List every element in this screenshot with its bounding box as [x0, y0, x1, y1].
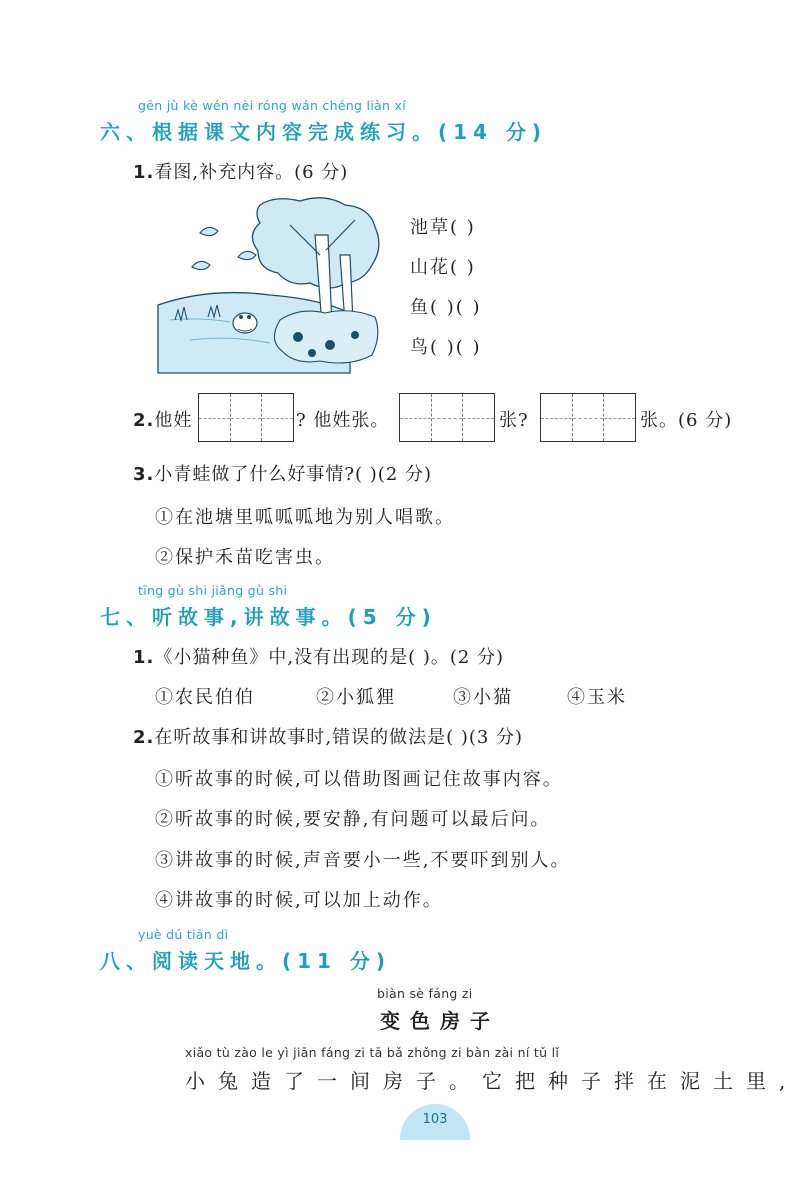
s6-q3-option-1: ①在池塘里呱呱呱地为别人唱歌。 — [155, 507, 455, 528]
s7-q1-number: 1. — [133, 647, 155, 668]
fill-bird: 鸟( )( ) — [410, 337, 482, 358]
s7-q2 — [133, 723, 523, 749]
s7-q1-option-2: ②小狐狸 — [316, 687, 396, 708]
story-title: 变色房子 — [380, 1009, 500, 1033]
pond-scene-illustration — [150, 195, 385, 375]
s6-q3 — [133, 460, 432, 486]
grid-cell — [604, 394, 635, 441]
s7-q2-number: 2. — [133, 727, 155, 748]
s7-q1-option-4: ④玉米 — [567, 687, 627, 708]
fill-mountain-flower: 山花( ) — [410, 257, 476, 278]
page-number: 103 — [422, 1112, 448, 1127]
section7-pinyin: tīng gù shi jiǎng gù shi — [138, 583, 288, 598]
fill-fish: 鱼( )( ) — [410, 297, 482, 318]
s7-q2-option-4: ④讲故事的时候,可以加上动作。 — [155, 890, 443, 911]
s7-q2-option-2: ②听故事的时候,要安静,有问题可以最后问。 — [155, 809, 551, 830]
s7-q1-option-1: ①农民伯伯 — [155, 687, 255, 708]
s6-q2-text-a: 他姓 — [154, 410, 193, 431]
grid-cell — [541, 394, 573, 441]
writing-grid-3[interactable] — [540, 393, 636, 442]
s6-q2-text-d: 张。(6 分) — [640, 410, 733, 431]
s7-q1-option-3: ③小猫 — [453, 687, 513, 708]
story-line1-pinyin: xiǎo tù zào le yì jiān fáng zi tā bǎ zhǒng zi bàn zài ní tǔ lǐ — [185, 1045, 560, 1060]
s6-q3-text: 小青蛙做了什么好事情?( )(2 分) — [154, 464, 433, 485]
fill-pond-grass: 池草( ) — [410, 217, 476, 238]
grid-cell — [463, 394, 494, 441]
s6-q3-option-2: ②保护禾苗吃害虫。 — [155, 547, 335, 568]
grid-cell — [262, 394, 293, 441]
writing-grid-2[interactable] — [399, 393, 495, 442]
s6-q2-text-c: 张? — [499, 410, 529, 431]
s6-q2-lead — [133, 406, 192, 432]
section6-pinyin: gēn jù kè wén nèi róng wán chéng liàn xí — [138, 98, 407, 113]
s6-q1-number: 1. — [133, 162, 155, 183]
grid-cell — [231, 394, 263, 441]
s6-q3-number: 3. — [133, 464, 155, 485]
s7-q2-option-3: ③讲故事的时候,声音要小一些,不要吓到别人。 — [155, 850, 571, 871]
s7-q2-option-1: ①听故事的时候,可以借助图画记住故事内容。 — [155, 769, 563, 790]
writing-grid-1[interactable] — [198, 393, 294, 442]
section8-title: 八、阅读天地。(11 分) — [100, 949, 392, 973]
section8-pinyin: yuè dú tiān dì — [138, 927, 229, 942]
grid-cell — [400, 394, 432, 441]
s6-q2-text-b: ? 他姓张。 — [296, 410, 390, 431]
section6-title: 六、根据课文内容完成练习。(14 分) — [100, 120, 548, 144]
s7-q1-text: 《小猫种鱼》中,没有出现的是( )。(2 分) — [154, 647, 505, 668]
s7-q2-text: 在听故事和讲故事时,错误的做法是( )(3 分) — [154, 727, 524, 748]
s6-q2-number: 2. — [133, 410, 155, 431]
grid-cell — [432, 394, 464, 441]
story-line1: 小兔造了一间房子。它把种子拌在泥土里, — [185, 1069, 799, 1093]
story-title-pinyin: biàn sè fáng zi — [377, 986, 473, 1001]
section7-title: 七、听故事,讲故事。(5 分) — [100, 605, 437, 629]
grid-cell — [199, 394, 231, 441]
s7-q1 — [133, 643, 504, 669]
s6-q1-text: 看图,补充内容。(6 分) — [154, 162, 349, 183]
s6-q1 — [133, 158, 348, 184]
grid-cell — [573, 394, 605, 441]
